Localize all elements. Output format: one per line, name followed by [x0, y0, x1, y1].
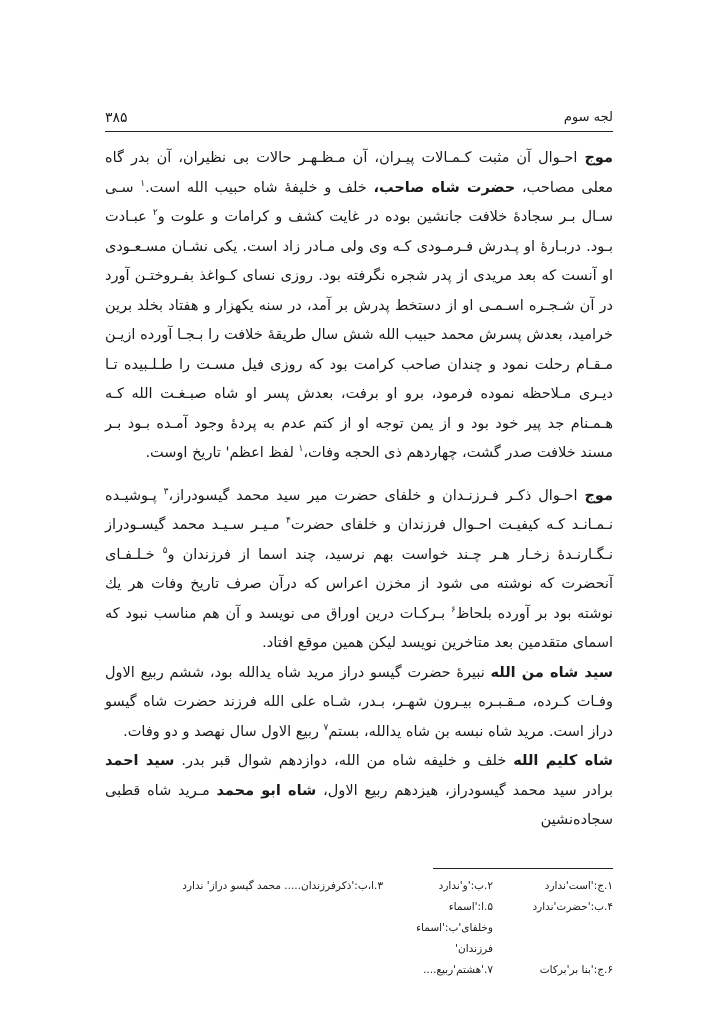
footnote: ۴.ب:'حضرت'ندارد — [532, 901, 613, 913]
document-page — [105, 100, 613, 1000]
paragraph — [105, 144, 613, 469]
footnote-marker: ۲ — [152, 208, 158, 219]
text-run: بـرکـات درین اوراق می نویسد و آن هم مناسب نبود که اسمای متقدمین بعد متاخرین نویسد لیکن همین موقع افتاد. — [105, 605, 613, 651]
text-run: لفظ اعظم' تاریخ اوست. — [145, 445, 299, 461]
text-run: احـوال ذکـر فـرزنـدان و خلفای حضرت میر سید محمد گیسودراز، — [168, 487, 585, 504]
text-run: خلف و خلیفه شاه من الله، دوازدهم شوال قبر بدر. — [174, 753, 514, 769]
bold-term: موج — [584, 150, 613, 166]
footnote-marker: ۴ — [286, 516, 291, 527]
text-run: خلف و خلیفۀ شاه حبیب الله است. — [145, 179, 374, 196]
footnote-marker: ۱ — [140, 178, 146, 189]
bold-term: شاه ابو محمد — [216, 782, 317, 799]
text-run: نبیرۀ حضرت گیسو دراز مرید شاه یدالله بود، ششم ربیع الاول وفـات کـرده، مـقـبـره بیـرون شهـر، بـدر، شـاه علی الله فرزند حضرت شاه گیسو دراز است. مرید شاه نبسه بن شاه یدالله، بستم — [105, 664, 613, 740]
text-run: خـلـفـای آنحضرت که نوشته می شود از مخزن اعراس که درآن صرف تاریخ وفات هر یك نوشته بود بر آورده بلحاظ — [105, 546, 613, 622]
text-run: ربیع الاول سال نهصد و دو وفات. — [123, 723, 324, 740]
bold-term: موج — [584, 487, 613, 504]
bold-term: حضرت شاه صاحب، — [373, 179, 516, 196]
paragraph — [105, 747, 613, 836]
footnote — [105, 897, 383, 960]
footnote: ۱.ج:'است'ندارد — [544, 880, 613, 892]
footnote: ۲.ب:'و'ندارد — [438, 880, 493, 892]
text-run: برادر سید محمد گیسودراز، هیزدهم ربیع الاول، — [316, 782, 614, 799]
footnote-row — [105, 876, 613, 897]
text-run: مـرید شاه قطبی سجاده‌نشین — [105, 782, 613, 828]
text-run: عبـادت بـود. دربـارۀ او پـدرش فـرمـودی کـه وی ولی مـادر زاد است. یکی نشـان مسـعـودی او آنست که بعد مریدی از پدر شجره نگرفته بود. روزی نسای کـواغذ بفـروختـن آورد در آن شـجـره اسـمـی او از دستخط پدرش بر آمد، در سنه یکهزار و هفتاد بخلد برین خرامید، بعدش پسرش محمد حبیب الله شش سال طریقۀ خلافت را بـجـا آورده ازیـن مـقـام رحلت نمود و چندان صاحب کرامت بود که روزی فیل مسـت را طـلـبیده تـا دیـری مـلاحظه نموده فرمود، برو او برفت، بعدش پسر او شاه صبـغـت الله کـه هـمـنام جد پیر خود بود و از یمن توجه او از کتم عدم به پردۀ وجود آمـده بـود بـر مسند خلافت صدر گشت، چهاردهم ذی الحجه وفات، — [105, 209, 613, 461]
text-run: احـوال آن مثبت کـمـالات پیـران، آن مـظـهـر حالات بی نظیران، آن بدر گاه معلی مصاحب، — [105, 150, 614, 196]
bold-term: سید شاه من الله — [490, 664, 614, 681]
footnote: ۵.ا:'اسماء وخلفای'ب:'اسماء فرزندان' — [416, 901, 493, 955]
footnote-marker: ۵ — [162, 545, 168, 556]
paragraph — [105, 482, 613, 659]
footnote-marker: ۱ — [298, 444, 304, 455]
footnote-marker: ۷ — [323, 722, 329, 733]
bold-term: شاه کلیم الله — [513, 753, 613, 769]
footnote — [105, 960, 383, 981]
bold-term: سید احمد — [105, 753, 175, 769]
text-run: سـی سـال بـر سجادۀ خلافت جانشین بوده در غایت کشف و کرامات و علوت و — [105, 179, 613, 225]
paragraph — [105, 659, 613, 748]
header-rule — [105, 131, 613, 132]
footnote: ۶.ج:'بنا بر'برکات — [539, 964, 613, 976]
paragraph-gap — [105, 469, 613, 482]
footnote-marker: ۳ — [163, 486, 169, 497]
running-header — [105, 110, 613, 132]
footnotes — [105, 876, 613, 981]
body-text — [105, 144, 613, 836]
footnote: ۳.ا،ب:'ذکرفرزندان..... محمد گیسو دراز' ندارد — [182, 880, 383, 892]
footnote-marker: ۶ — [451, 604, 456, 615]
footnote: ۷.'هشتم'ربیع.... — [423, 964, 493, 976]
footnote-rule — [433, 868, 613, 869]
page-number: ۳۸۵ — [105, 110, 128, 126]
text-run: پـوشیـده نـمـانـد کـه کیفیـت احـوال فرزندان و خلفای حضرت — [105, 487, 613, 533]
footnote-row — [105, 897, 613, 960]
chapter-title: لجه سوم — [563, 110, 613, 125]
text-run: مـیـر سـیـد محمد گیسـودراز نـگـارنـدۀ زخـار هـر چـند خواست بهم نرسید، چند اسما از فرزندان و — [105, 517, 613, 563]
footnote-row — [105, 960, 613, 981]
